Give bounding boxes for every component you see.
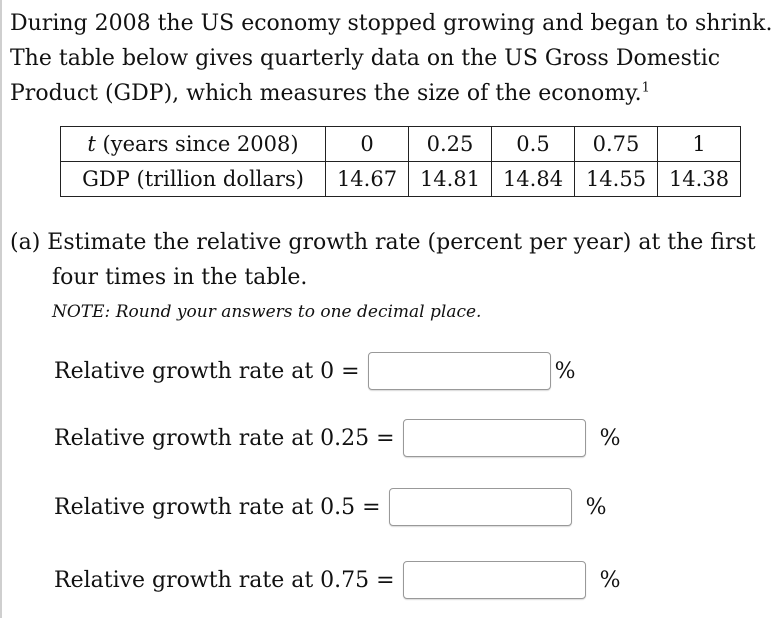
answer-row-05 xyxy=(54,488,607,526)
answer-input-rate-05[interactable] xyxy=(389,488,572,526)
percent-unit: % xyxy=(585,494,607,520)
answer-input-rate-0[interactable] xyxy=(368,352,551,390)
answer-label: Relative growth rate at 0 = xyxy=(54,358,360,384)
table-row-t xyxy=(61,127,741,162)
intro-line-3-text: Product (GDP), which measures the size of the economy. xyxy=(10,81,642,106)
problem-intro xyxy=(10,6,772,111)
left-margin-rule xyxy=(0,0,2,618)
part-a-line-1: (a) Estimate the relative growth rate (percent per year) at the first xyxy=(10,230,756,255)
answer-label: Relative growth rate at 0.75 = xyxy=(54,567,395,593)
gdp-value-cell: 14.84 xyxy=(492,162,575,197)
t-header-text: (years since 2008) xyxy=(95,132,299,156)
answer-input-rate-025[interactable] xyxy=(403,419,586,457)
answer-input-rate-075[interactable] xyxy=(403,561,586,599)
percent-unit: % xyxy=(599,567,621,593)
t-value-cell: 1 xyxy=(658,127,741,162)
intro-line-3 xyxy=(10,76,772,111)
t-value-cell: 0.25 xyxy=(409,127,492,162)
intro-line-2: The table below gives quarterly data on the US Gross Domestic xyxy=(10,46,721,71)
part-a-question xyxy=(10,225,772,295)
answer-row-0 xyxy=(54,352,576,390)
rounding-note: NOTE: Round your answers to one decimal place. xyxy=(52,302,482,322)
gdp-value-cell: 14.38 xyxy=(658,162,741,197)
row-header-t xyxy=(61,127,326,162)
intro-line-1: During 2008 the US economy stopped growing and began to shrink. xyxy=(10,11,773,36)
part-a-line-2: four times in the table. xyxy=(52,265,308,290)
gdp-table xyxy=(60,126,741,197)
row-header-gdp: GDP (trillion dollars) xyxy=(61,162,326,197)
gdp-value-cell: 14.67 xyxy=(326,162,409,197)
footnote-marker: 1 xyxy=(641,80,650,96)
gdp-value-cell: 14.55 xyxy=(575,162,658,197)
t-value-cell: 0 xyxy=(326,127,409,162)
t-variable: t xyxy=(87,132,96,156)
t-value-cell: 0.5 xyxy=(492,127,575,162)
answer-row-025 xyxy=(54,419,621,457)
answer-row-075 xyxy=(54,561,621,599)
percent-unit: % xyxy=(554,358,576,384)
t-value-cell: 0.75 xyxy=(575,127,658,162)
gdp-value-cell: 14.81 xyxy=(409,162,492,197)
answer-label: Relative growth rate at 0.25 = xyxy=(54,425,395,451)
answer-label: Relative growth rate at 0.5 = xyxy=(54,494,381,520)
percent-unit: % xyxy=(599,425,621,451)
table-row-gdp xyxy=(61,162,741,197)
